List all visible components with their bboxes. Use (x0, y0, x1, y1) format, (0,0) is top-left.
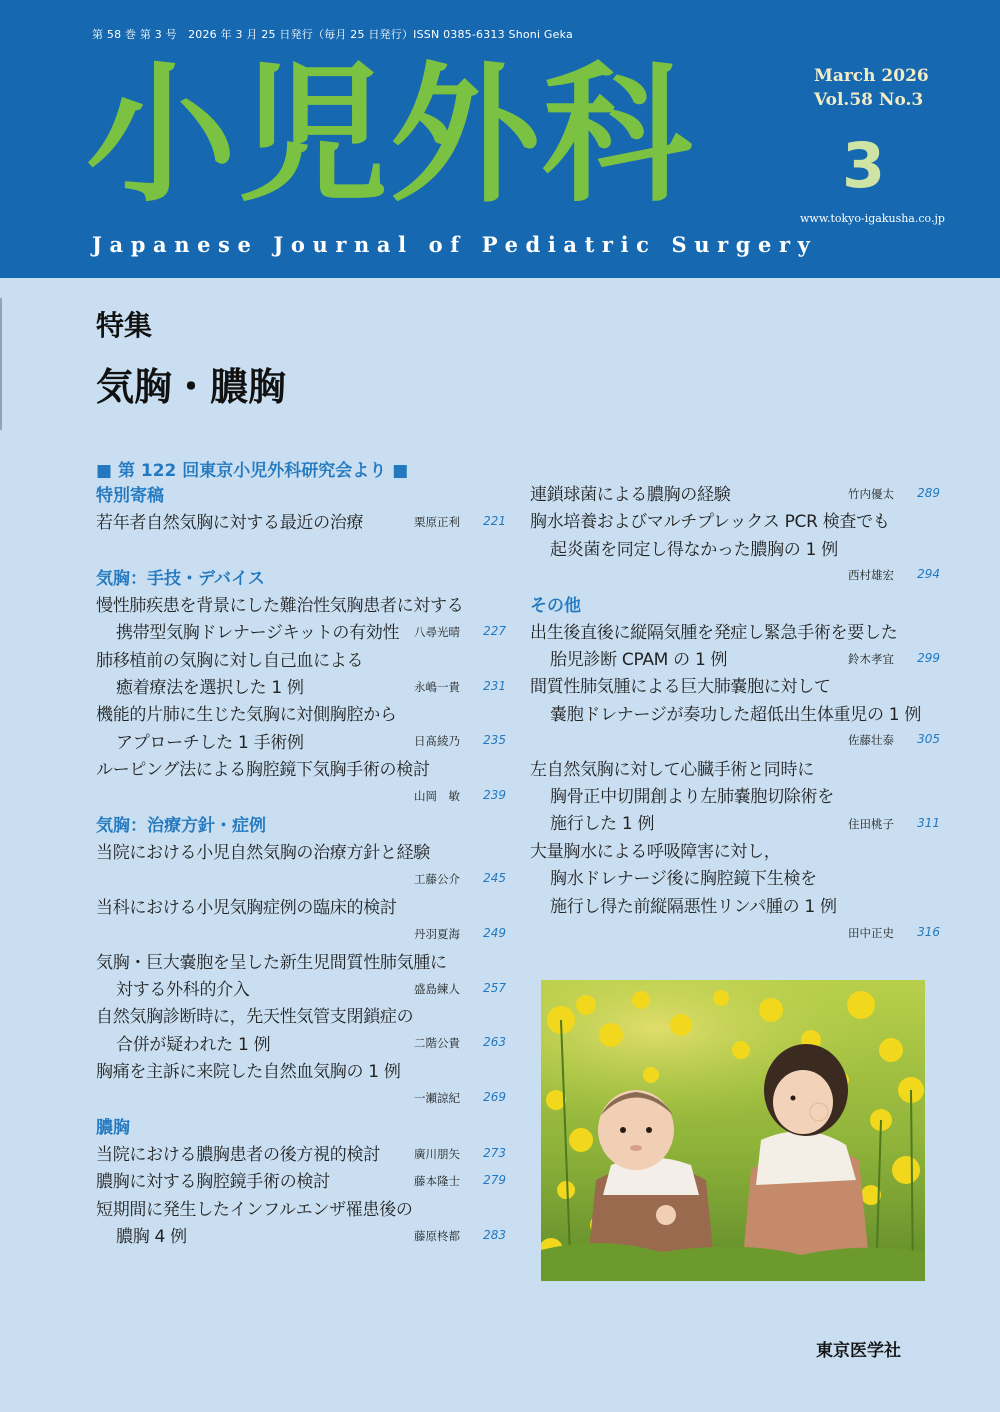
publication-info: 第 58 巻 第 3 号 2026 年 3 月 25 日発行（毎月 25 日発行）ISSN 0385-6313 Shoni Geka (92, 28, 573, 41)
toc-entry[interactable] (96, 950, 508, 1005)
toc-entry[interactable] (96, 1142, 508, 1169)
entry-author: 山岡 敏 (414, 789, 460, 804)
entry-author: 栗原正利 (414, 515, 460, 529)
entry-page: 221 (483, 514, 506, 528)
entry-author: 二階公貴 (414, 1036, 460, 1051)
entry-title: 合併が疑われた 1 例 (116, 1034, 271, 1055)
entry-author: 永嶋一貴 (414, 679, 460, 694)
feature-label: 特集 (96, 309, 153, 342)
entry-page: 227 (483, 623, 506, 638)
entry-title: 若年者自然気胸に対する最近の治療 (96, 513, 364, 533)
section-title: その他 (530, 595, 581, 616)
entry-author: 八尋光晴 (414, 624, 460, 639)
entry-page: 257 (483, 980, 506, 995)
entry-page: 231 (483, 678, 506, 693)
entry-page: 316 (917, 924, 940, 939)
entry-title: 携帯型気胸ドレナージキットの有効性 (116, 623, 400, 644)
entry-title: アプローチした 1 手術例 (116, 732, 304, 753)
entry-title: 胎児診断 CPAM の 1 例 (550, 650, 728, 671)
entry-title: 慢性肺疾患を背景にした難治性気胸患者に対する (96, 595, 464, 616)
toc-left-column (96, 482, 508, 1252)
toc-entry[interactable] (96, 1197, 508, 1252)
entry-author: 日髙綾乃 (414, 734, 460, 749)
entry-title: 当院における小児自然気胸の治療方針と経験 (96, 843, 430, 864)
toc-entry[interactable] (96, 840, 508, 895)
children-in-flower-field-illustration (541, 980, 925, 1281)
entry-author: 竹内優太 (848, 487, 894, 501)
entry-title: 膿胸 4 例 (116, 1227, 187, 1248)
entry-page: 245 (483, 871, 506, 886)
entry-title: 間質性肺気腫による巨大肺嚢胞に対して (530, 677, 831, 698)
toc-entry[interactable] (530, 482, 942, 509)
section-title: 特別寄稿 (96, 486, 164, 506)
entry-title: 当院における膿胸患者の後方視的検討 (96, 1145, 380, 1166)
entry-title: 気胸・巨大嚢胞を呈した新生児間質性肺気腫に (96, 952, 447, 973)
toc-right-column (530, 482, 942, 948)
entry-title: 胸水ドレナージ後に胸腔鏡下生検を (550, 869, 817, 890)
journal-title-jp: 小児外科 (86, 49, 695, 223)
entry-author: 藤原柊都 (414, 1228, 460, 1243)
entry-page: 235 (483, 733, 506, 748)
toc-entry[interactable] (96, 593, 508, 648)
entry-title: 連鎖球菌による膿胸の経験 (530, 485, 731, 505)
cover-header (0, 0, 1000, 278)
entry-title: 胸痛を主訴に来院した自然血気胸の 1 例 (96, 1062, 401, 1083)
entry-title: 起炎菌を同定し得なかった膿胸の 1 例 (550, 539, 838, 560)
entry-author: 住田桃子 (848, 816, 894, 831)
entry-title: 嚢胞ドレナージが奏功した超低出生体重児の 1 例 (550, 704, 922, 725)
toc-entry[interactable] (96, 648, 508, 703)
entry-author: 丹羽夏海 (414, 926, 460, 941)
entry-title: 施行し得た前縦隔悪性リンパ腫の 1 例 (550, 896, 837, 917)
entry-title: 胸水培養およびマルチプレックス PCR 検査でも (530, 512, 890, 533)
entry-author: 西村雄宏 (848, 568, 894, 583)
entry-author: 一瀬諒紀 (414, 1091, 460, 1106)
entry-page: 294 (917, 567, 940, 582)
entry-author: 田中正史 (848, 925, 894, 940)
toc-entry[interactable] (530, 757, 942, 839)
toc-entry[interactable] (96, 1059, 508, 1114)
section-title: 気胸：手技・デバイス (96, 568, 265, 589)
entry-title: 短期間に発生したインフルエンザ罹患後の (96, 1199, 413, 1220)
entry-page: 299 (917, 650, 940, 665)
entry-author: 鈴木孝宜 (848, 651, 894, 666)
entry-title: 大量胸水による呼吸障害に対し， (530, 841, 781, 862)
entry-title: 膿胸に対する胸腔鏡手術の検討 (96, 1172, 330, 1193)
entry-author: 廣川朋矢 (414, 1147, 460, 1162)
entry-page: 239 (483, 788, 506, 803)
toc-entry[interactable] (96, 702, 508, 757)
entry-author: 藤本隆士 (414, 1174, 460, 1189)
entry-title: 対する外科的介入 (116, 980, 250, 1001)
cover-photo (541, 980, 925, 1281)
entry-title: 肺移植前の気胸に対し自己血による (96, 650, 364, 671)
entry-page: 249 (483, 925, 506, 940)
entry-title: 当科における小児気胸症例の臨床的検討 (96, 897, 397, 918)
section-title: 膿胸 (96, 1118, 130, 1139)
entry-page: 269 (483, 1090, 506, 1105)
toc-entry[interactable] (96, 510, 508, 537)
entry-author: 盛島練人 (414, 981, 460, 996)
entry-page: 289 (917, 486, 940, 500)
entry-page: 263 (483, 1035, 506, 1050)
toc-entry[interactable] (96, 895, 508, 950)
entry-page: 279 (483, 1173, 506, 1188)
publisher-website: www.tokyo-igakusha.co.jp (800, 212, 945, 225)
entry-title: 癒着療法を選択した 1 例 (116, 678, 304, 699)
entry-author: 工藤公介 (414, 872, 460, 887)
issue-month: March 2026 (814, 66, 929, 86)
entry-title: 左自然気胸に対して心臓手術と同時に (530, 759, 814, 780)
issue-number: 3 (842, 129, 886, 202)
toc-entry[interactable] (530, 509, 942, 591)
toc-entry[interactable] (96, 1169, 508, 1196)
entry-title: 機能的片肺に生じた気胸に対側胸腔から (96, 705, 397, 726)
entry-title: 施行した 1 例 (550, 814, 655, 835)
toc-entry[interactable] (530, 674, 942, 756)
entry-page: 273 (483, 1146, 506, 1161)
spine-mark (0, 298, 5, 430)
toc-entry[interactable] (96, 757, 508, 812)
entry-page: 283 (483, 1227, 506, 1242)
entry-title: 胸骨正中切開創より左肺嚢胞切除術を (550, 787, 834, 808)
entry-author: 佐藤壮泰 (848, 733, 894, 748)
feature-title: 気胸・膿胸 (96, 365, 287, 409)
toc-entry[interactable] (530, 620, 942, 675)
toc-entry[interactable] (530, 839, 942, 949)
entry-page: 311 (917, 815, 940, 830)
entry-title: ルーピング法による胸腔鏡下気胸手術の検討 (96, 760, 430, 781)
entry-title: 出生後直後に縦隔気腫を発症し緊急手術を要した (530, 622, 898, 643)
journal-title-en: Japanese Journal of Pediatric Surgery (92, 232, 818, 257)
toc-entry[interactable] (96, 1004, 508, 1059)
entry-page: 305 (917, 732, 940, 747)
meeting-header: ■ 第 122 回東京小児外科研究会より ■ (96, 461, 409, 481)
section-title: 気胸：治療方針・症例 (96, 816, 266, 837)
publisher-name: 東京医学社 (816, 1341, 901, 1361)
entry-title: 自然気胸診断時に，先天性気管支閉鎖症の (96, 1007, 414, 1028)
issue-volume: Vol.58 No.3 (814, 90, 924, 110)
